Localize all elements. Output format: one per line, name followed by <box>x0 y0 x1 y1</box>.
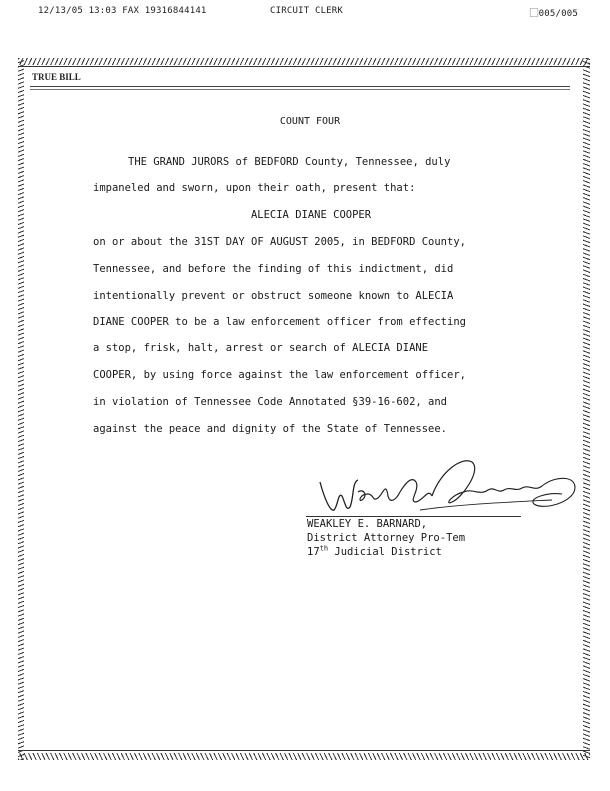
border-bottom <box>18 753 590 760</box>
true-bill-rule-secondary <box>30 89 570 90</box>
district-ordinal: th <box>319 544 329 553</box>
signer-district <box>307 545 465 559</box>
border-bottom-line <box>18 750 590 751</box>
fax-office: CIRCUIT CLERK <box>270 6 344 16</box>
border-right <box>583 58 590 760</box>
district-name: Judicial District <box>328 546 442 558</box>
body-line-9: in violation of Tennessee Code Annotated §39-16-602, and <box>93 396 448 408</box>
count-title: COUNT FOUR <box>279 116 341 127</box>
body-line-1: THE GRAND JURORS of BEDFORD County, Tennessee, duly <box>128 156 451 168</box>
body-line-7: a stop, frisk, halt, arrest or search of ALECIA DIANE <box>93 342 429 354</box>
border-left <box>18 58 24 760</box>
true-bill-rule <box>30 86 570 87</box>
body-line-3: on or about the 31ST DAY OF AUGUST 2005, in BEDFORD County, <box>93 236 466 248</box>
border-top <box>18 58 590 65</box>
handwritten-signature <box>312 452 588 522</box>
border-top-line <box>18 66 590 67</box>
true-bill-label: TRUE BILL <box>32 72 81 82</box>
fax-datetime: 12/13/05 13:03 FAX 19316844141 <box>38 6 207 16</box>
body-line-4: Tennessee, and before the finding of this indictment, did <box>93 263 454 275</box>
signer-name: WEAKLEY E. BARNARD, <box>307 518 428 530</box>
signer-title: District Attorney Pro-Tem <box>307 532 466 544</box>
defendant-name: ALECIA DIANE COOPER <box>250 209 372 221</box>
body-line-10: against the peace and dignity of the State of Tennessee. <box>93 423 448 435</box>
signature-block <box>307 517 465 559</box>
body-line-8: COOPER, by using force against the law enforcement officer, <box>93 369 466 381</box>
district-number: 17 <box>307 546 320 558</box>
body-line-5: intentionally prevent or obstruct someone known to ALECIA <box>93 290 454 302</box>
body-line-6: DIANE COOPER to be a law enforcement officer from effecting <box>93 316 466 328</box>
body-line-2: impaneled and sworn, upon their oath, present that: <box>93 182 416 194</box>
fax-header <box>38 6 578 20</box>
fax-page-number: ⃞005/005 <box>529 9 578 19</box>
